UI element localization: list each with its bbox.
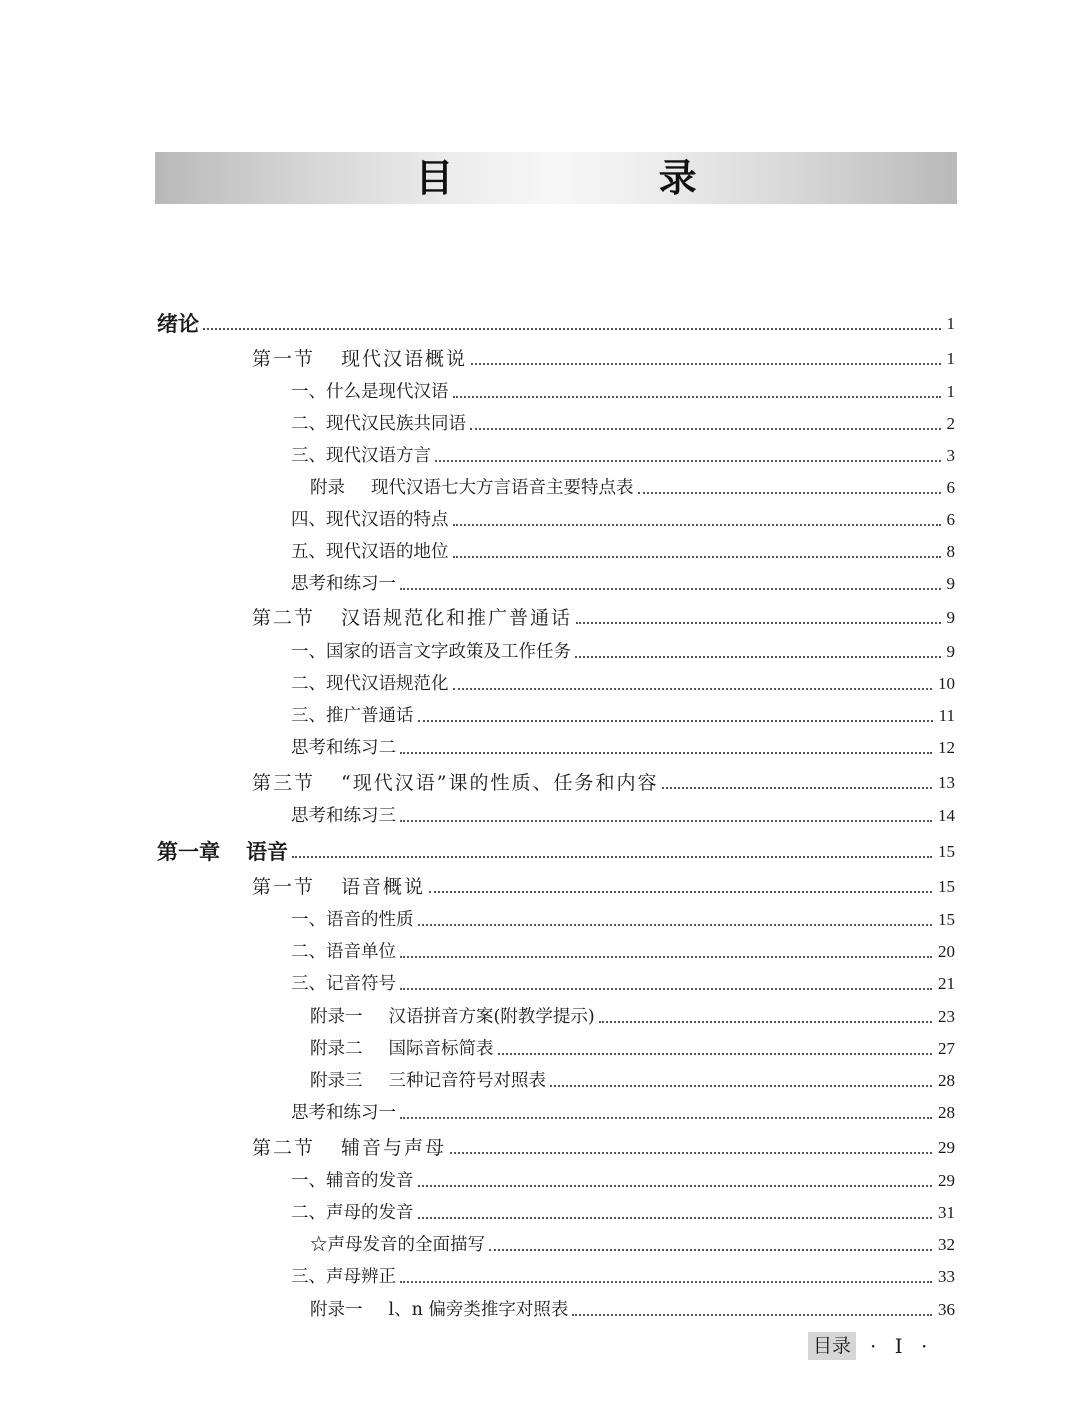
- toc-entry-number: 第一章: [157, 839, 220, 864]
- toc-entry-number: 一、什么是现代汉语: [291, 382, 449, 402]
- toc-leader-dots: [418, 1184, 933, 1187]
- toc-leader-dots: [489, 1248, 932, 1251]
- toc-entry-page: 23: [938, 1007, 955, 1026]
- toc-leader-dots: [470, 427, 941, 430]
- toc-entry-page: 15: [938, 877, 955, 896]
- toc-entry[interactable]: [157, 310, 955, 336]
- toc-entry-page: 1: [946, 314, 955, 333]
- toc-entry-title: 辅音与声母: [341, 1137, 447, 1159]
- toc-entry[interactable]: [291, 802, 955, 828]
- toc-entry-page: 14: [938, 806, 955, 825]
- toc-leader-dots: [429, 890, 932, 893]
- toc-entry-label: [291, 412, 466, 436]
- toc-leader-dots: [638, 491, 941, 494]
- toc-entry-number: 一、语音的性质: [291, 910, 414, 930]
- toc-entry-page: 15: [938, 910, 955, 929]
- toc-entry-number: 思考和练习一: [291, 574, 396, 594]
- toc-entry[interactable]: [291, 570, 955, 596]
- toc-leader-dots: [435, 459, 941, 462]
- toc-entry-number: 第三节: [252, 772, 316, 794]
- toc-entry[interactable]: [291, 538, 955, 564]
- toc-entry-label: [291, 736, 396, 760]
- toc-leader-dots: [599, 1020, 932, 1023]
- toc-entry-page: 29: [938, 1171, 955, 1190]
- toc-entry-title: l、n 偏旁类推字对照表: [388, 1300, 569, 1320]
- toc-entry-number: 一、辅音的发音: [291, 1171, 414, 1191]
- toc-leader-dots: [453, 395, 941, 398]
- toc-entry-page: 21: [938, 974, 955, 993]
- toc-leader-dots: [418, 923, 933, 926]
- toc-entry-title: 现代汉语概说: [341, 348, 468, 370]
- toc-leader-dots: [572, 1313, 932, 1316]
- toc-entry[interactable]: [291, 1099, 955, 1125]
- toc-entry-number: 二、声母的发音: [291, 1203, 414, 1223]
- toc-entry-label: [291, 540, 449, 564]
- toc-entry-number: 第二节: [252, 1137, 316, 1159]
- toc-entry-title: 现代汉语七大方言语音主要特点表: [371, 478, 634, 498]
- toc-entry[interactable]: [291, 970, 955, 996]
- toc-entry-title: 语音: [246, 839, 288, 864]
- toc-entry-label: [157, 312, 199, 336]
- toc-entry[interactable]: [252, 873, 955, 899]
- toc-entry-label: [252, 1136, 446, 1160]
- toc-entry-page: 33: [938, 1267, 955, 1286]
- toc-entry[interactable]: [291, 938, 955, 964]
- toc-entry-page: 9: [946, 642, 955, 661]
- toc-entry-label: [291, 1265, 396, 1289]
- toc-entry[interactable]: [252, 345, 955, 371]
- toc-entry[interactable]: [291, 506, 955, 532]
- toc-entry-page: 32: [938, 1235, 955, 1254]
- toc-entry-number: 二、语音单位: [291, 942, 396, 962]
- toc-leader-dots: [400, 955, 932, 958]
- toc-entry[interactable]: [291, 410, 955, 436]
- toc-leader-dots: [400, 587, 941, 590]
- toc-entry-label: [291, 672, 449, 696]
- toc-entry-number: ☆声母发音的全面描写: [310, 1235, 485, 1255]
- toc-entry-label: [291, 704, 414, 728]
- toc-entry-page: 27: [938, 1039, 955, 1058]
- toc-entry-number: 三、记音符号: [291, 974, 396, 994]
- toc-leader-dots: [400, 987, 932, 990]
- toc-entry-label: [291, 640, 571, 664]
- toc-entry[interactable]: [291, 906, 955, 932]
- toc-leader-dots: [575, 655, 941, 658]
- toc-entry[interactable]: [310, 1035, 955, 1061]
- toc-entry-number: 二、现代汉民族共同语: [291, 414, 466, 434]
- toc-entry[interactable]: [291, 378, 955, 404]
- toc-entry-number: 三、推广普通话: [291, 706, 414, 726]
- toc-entry-label: [310, 476, 634, 500]
- toc-entry-label: [310, 1005, 595, 1029]
- toc-entry-page: 29: [938, 1138, 955, 1157]
- toc-entry-number: 附录一: [310, 1300, 363, 1320]
- toc-entry-label: [291, 908, 414, 932]
- toc-entry-label: [291, 972, 396, 996]
- toc-leader-dots: [450, 1151, 932, 1154]
- toc-leader-dots: [498, 1052, 933, 1055]
- toc-entry-page: 13: [938, 773, 955, 792]
- toc-entry-label: [291, 940, 396, 964]
- toc-entry[interactable]: [310, 1003, 955, 1029]
- toc-entry-title: 三种记音符号对照表: [388, 1071, 546, 1091]
- toc-entry-label: [291, 804, 396, 828]
- toc-entry-page: 2: [946, 414, 955, 433]
- toc-entry-page: 6: [946, 510, 955, 529]
- toc-leader-dots: [418, 1216, 933, 1219]
- toc-entry[interactable]: [252, 769, 955, 795]
- toc-entry-number: 附录三: [310, 1071, 363, 1091]
- toc-entry-page: 6: [946, 478, 955, 497]
- toc-entry[interactable]: [291, 670, 955, 696]
- toc-entry-number: 三、现代汉语方言: [291, 446, 431, 466]
- toc-entry-label: [310, 1298, 568, 1322]
- toc-leader-dots: [662, 786, 932, 789]
- toc-entry-page: 12: [938, 738, 955, 757]
- toc-entry-label: [310, 1037, 494, 1061]
- toc-leader-dots: [550, 1084, 932, 1087]
- toc-entry[interactable]: [291, 1199, 955, 1225]
- toc-entry-label: [252, 606, 572, 630]
- toc-entry-page: 11: [938, 706, 955, 725]
- toc-entry-label: [252, 347, 467, 371]
- toc-entry-number: 第一节: [252, 876, 316, 898]
- toc-leader-dots: [400, 1280, 932, 1283]
- toc-entry-label: [291, 572, 396, 596]
- toc-leader-dots: [400, 751, 932, 754]
- toc-entry-page: 9: [946, 608, 955, 627]
- footer-section-label: 目录: [808, 1332, 856, 1360]
- toc-entry-title: 语音概说: [341, 876, 426, 898]
- toc-entry-label: [291, 1169, 414, 1193]
- toc-entry-number: 五、现代汉语的地位: [291, 542, 449, 562]
- toc-entry-label: [291, 444, 431, 468]
- toc-entry-page: 9: [946, 574, 955, 593]
- toc-leader-dots: [203, 327, 941, 330]
- toc-entry-number: 一、国家的语言文字政策及工作任务: [291, 642, 571, 662]
- toc-entry-page: 1: [946, 349, 955, 368]
- toc-entry-page: 15: [938, 842, 955, 861]
- toc-entry-label: [252, 771, 658, 795]
- toc-entry-label: [291, 380, 449, 404]
- toc-entry-number: 绪论: [157, 311, 199, 336]
- toc-entry-page: 31: [938, 1203, 955, 1222]
- footer-page-number: · I ·: [870, 1334, 934, 1358]
- toc-entry-page: 28: [938, 1071, 955, 1090]
- toc-entry[interactable]: [291, 734, 955, 760]
- toc-entry-number: 思考和练习三: [291, 806, 396, 826]
- toc-entry-label: [291, 1201, 414, 1225]
- toc-entry[interactable]: [310, 1296, 955, 1322]
- toc-entry-label: [310, 1233, 485, 1257]
- toc-entry-number: 四、现代汉语的特点: [291, 510, 449, 530]
- toc-entry-title: 国际音标简表: [388, 1039, 494, 1059]
- toc-entry-label: [310, 1069, 546, 1093]
- page-title: 目 录: [415, 155, 793, 200]
- toc-entry-label: [252, 875, 425, 899]
- toc-entry-title: 汉语规范化和推广普通话: [341, 607, 573, 629]
- toc-entry[interactable]: [310, 1067, 955, 1093]
- toc-entry-label: [291, 1101, 396, 1125]
- toc-entry-page: 8: [946, 542, 955, 561]
- toc-leader-dots: [292, 855, 932, 858]
- toc-leader-dots: [576, 621, 940, 624]
- toc-entry-number: 思考和练习一: [291, 1103, 396, 1123]
- toc-entry-number: 二、现代汉语规范化: [291, 674, 449, 694]
- toc-entry-number: 思考和练习二: [291, 738, 396, 758]
- toc-leader-dots: [453, 523, 941, 526]
- toc-leader-dots: [400, 819, 932, 822]
- toc-entry-number: 附录二: [310, 1039, 363, 1059]
- toc-leader-dots: [418, 719, 933, 722]
- toc-entry-number: 三、声母辨正: [291, 1267, 396, 1287]
- toc-entry[interactable]: [157, 838, 955, 864]
- toc-entry-number: 第二节: [252, 607, 316, 629]
- toc-entry[interactable]: [310, 474, 955, 500]
- page-footer: [808, 1331, 933, 1361]
- toc-entry[interactable]: [291, 442, 955, 468]
- toc-entry[interactable]: [291, 702, 955, 728]
- toc-entry-page: 10: [938, 674, 955, 693]
- toc-entry-page: 20: [938, 942, 955, 961]
- toc-entry-page: 1: [946, 382, 955, 401]
- toc-entry-label: [157, 840, 288, 864]
- toc-entry-page: 3: [946, 446, 955, 465]
- toc-entry-title: 汉语拼音方案(附教学提示): [388, 1007, 595, 1027]
- toc-entry-number: 附录: [310, 478, 345, 498]
- toc-entry[interactable]: [252, 604, 955, 630]
- toc-leader-dots: [400, 1116, 932, 1119]
- toc-entry-number: 第一节: [252, 348, 316, 370]
- toc-entry[interactable]: [310, 1231, 955, 1257]
- toc-entry-title: “现代汉语”课的性质、任务和内容: [341, 772, 659, 794]
- toc-entry[interactable]: [291, 1263, 955, 1289]
- toc-leader-dots: [453, 555, 941, 558]
- toc-leader-dots: [471, 362, 940, 365]
- toc-entry[interactable]: [291, 638, 955, 664]
- toc-entry-page: 36: [938, 1300, 955, 1319]
- toc-entry[interactable]: [252, 1134, 955, 1160]
- toc-entry-label: [291, 508, 449, 532]
- toc-entry-number: 附录一: [310, 1007, 363, 1027]
- toc-leader-dots: [453, 687, 933, 690]
- toc-entry-page: 28: [938, 1103, 955, 1122]
- toc-entry[interactable]: [291, 1167, 955, 1193]
